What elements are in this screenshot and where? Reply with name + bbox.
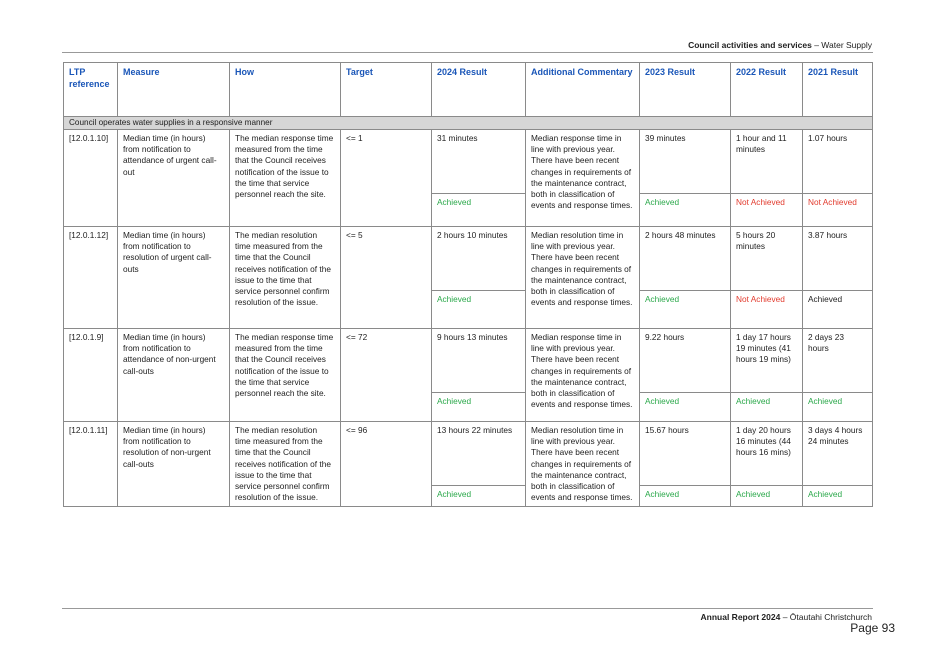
page-number: Page 93 <box>850 621 895 635</box>
running-header <box>688 40 872 50</box>
status-2022: Not Achieved <box>731 194 803 227</box>
commentary-cell: Median resolution time in line with previous year. There have been recent changes in requirements of the maintenance contract, both in classification of events and response times. <box>526 422 640 507</box>
result-2022: 1 day 17 hours 19 minutes (41 hours 19 mins) <box>731 329 803 393</box>
result-2021: 3 days 4 hours 24 minutes <box>803 422 873 486</box>
header-rule <box>62 52 873 53</box>
commentary-cell: Median response time in line with previous year. There have been recent changes in requirements of the maintenance contract, both in classification of events and response times. <box>526 130 640 227</box>
target-cell: <= 1 <box>341 130 432 227</box>
result-2021: 2 days 23 hours <box>803 329 873 393</box>
result-2022: 1 hour and 11 minutes <box>731 130 803 194</box>
footer-place: – Ōtautahi Christchurch <box>780 612 872 622</box>
col-header-ltp: LTP reference <box>64 63 118 117</box>
commentary-cell: Median response time in line with previous year. There have been recent changes in requirements of the maintenance contract, both in classification of events and response times. <box>526 329 640 422</box>
table-row <box>64 130 873 194</box>
status-2022: Achieved <box>731 486 803 507</box>
table-row <box>64 227 873 291</box>
status-2021: Not Achieved <box>803 194 873 227</box>
status-2021: Achieved <box>803 486 873 507</box>
performance-table <box>63 62 873 507</box>
status-2024: Achieved <box>432 291 526 329</box>
ltp-ref: [12.0.1.9] <box>64 329 118 422</box>
ltp-ref: [12.0.1.11] <box>64 422 118 507</box>
how-cell: The median response time measured from the time that the Council receives notification of the issue to the time that service personnel reach the site. <box>230 130 341 227</box>
result-2024: 13 hours 22 minutes <box>432 422 526 486</box>
result-2023: 15.67 hours <box>640 422 731 486</box>
result-2023: 39 minutes <box>640 130 731 194</box>
status-2023: Achieved <box>640 486 731 507</box>
table-row <box>64 329 873 393</box>
footer-report: Annual Report 2024 <box>700 612 781 622</box>
col-header-2021: 2021 Result <box>803 63 873 117</box>
col-header-how: How <box>230 63 341 117</box>
table-header-row <box>64 63 873 117</box>
status-2021: Achieved <box>803 291 873 329</box>
target-cell: <= 72 <box>341 329 432 422</box>
status-2024: Achieved <box>432 194 526 227</box>
status-2023: Achieved <box>640 291 731 329</box>
section-row <box>64 117 873 130</box>
target-cell: <= 96 <box>341 422 432 507</box>
result-2023: 2 hours 48 minutes <box>640 227 731 291</box>
status-2023: Achieved <box>640 194 731 227</box>
ltp-ref: [12.0.1.10] <box>64 130 118 227</box>
result-2024: 9 hours 13 minutes <box>432 329 526 393</box>
measure-cell: Median time (in hours) from notification to attendance of urgent call-out <box>118 130 230 227</box>
result-2021: 3.87 hours <box>803 227 873 291</box>
col-header-measure: Measure <box>118 63 230 117</box>
how-cell: The median resolution time measured from the time that the Council receives notification of the issue to the time that service personnel confirm resolution of the issue. <box>230 227 341 329</box>
header-subsection: – Water Supply <box>811 40 872 50</box>
status-2023: Achieved <box>640 393 731 422</box>
target-cell: <= 5 <box>341 227 432 329</box>
col-header-2024: 2024 Result <box>432 63 526 117</box>
header-section: Council activities and services <box>688 40 812 50</box>
result-2024: 2 hours 10 minutes <box>432 227 526 291</box>
section-title: Council operates water supplies in a responsive manner <box>64 117 873 130</box>
col-header-commentary: Additional Commentary <box>526 63 640 117</box>
result-2021: 1.07 hours <box>803 130 873 194</box>
how-cell: The median resolution time measured from the time that the Council receives notification of the issue to the time that service personnel confirm resolution of the issue. <box>230 422 341 507</box>
status-2024: Achieved <box>432 393 526 422</box>
col-header-2023: 2023 Result <box>640 63 731 117</box>
status-2022: Not Achieved <box>731 291 803 329</box>
table-row <box>64 422 873 486</box>
col-header-2022: 2022 Result <box>731 63 803 117</box>
status-2021: Achieved <box>803 393 873 422</box>
result-2022: 1 day 20 hours 16 minutes (44 hours 16 mins) <box>731 422 803 486</box>
running-footer <box>701 612 872 622</box>
col-header-target: Target <box>341 63 432 117</box>
how-cell: The median response time measured from the time that the Council receives notification of the issue to the time that service personnel reach the site. <box>230 329 341 422</box>
status-2022: Achieved <box>731 393 803 422</box>
result-2022: 5 hours 20 minutes <box>731 227 803 291</box>
measure-cell: Median time (in hours) from notification to resolution of non-urgent call-outs <box>118 422 230 507</box>
commentary-cell: Median resolution time in line with previous year. There have been recent changes in requirements of the maintenance contract, both in classification of events and response times. <box>526 227 640 329</box>
measure-cell: Median time (in hours) from notification to resolution of urgent call-outs <box>118 227 230 329</box>
result-2023: 9.22 hours <box>640 329 731 393</box>
footer-rule <box>62 608 873 609</box>
measure-cell: Median time (in hours) from notification to attendance of non-urgent call-outs <box>118 329 230 422</box>
status-2024: Achieved <box>432 486 526 507</box>
result-2024: 31 minutes <box>432 130 526 194</box>
ltp-ref: [12.0.1.12] <box>64 227 118 329</box>
